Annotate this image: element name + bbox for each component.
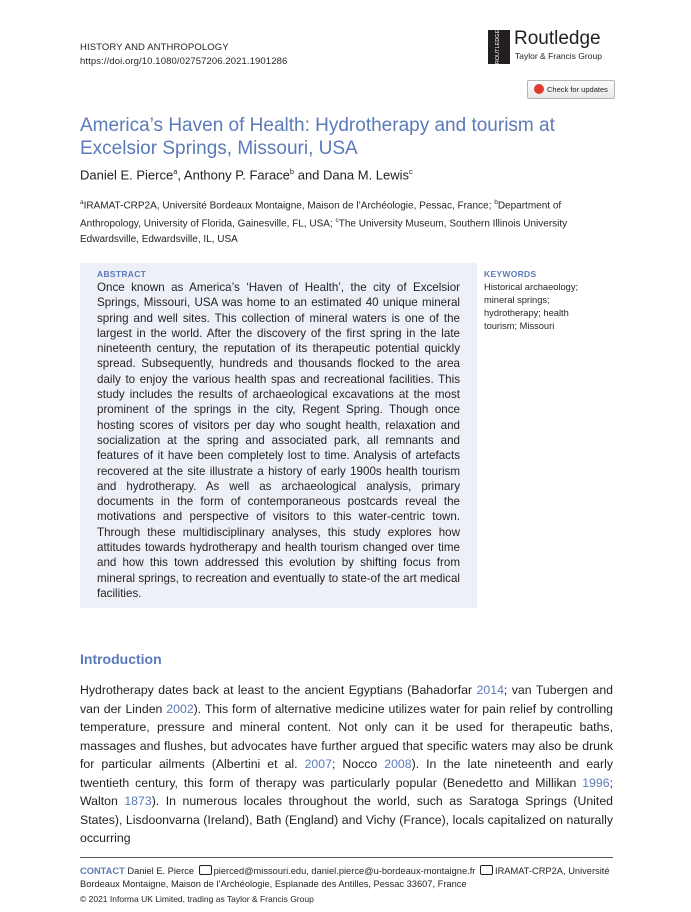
citation-link[interactable]: 1873 [124, 794, 152, 808]
email-icon [199, 865, 212, 875]
section-heading-introduction: Introduction [80, 651, 162, 667]
journal-name: HISTORY AND ANTHROPOLOGY [80, 42, 229, 53]
citation-link[interactable]: 2014 [476, 683, 504, 697]
article-title: America’s Haven of Health: Hydrotherapy and tourism at Excelsior Springs, Missouri, USA [80, 115, 555, 159]
publisher-logo[interactable] [488, 28, 618, 68]
contact-org: IRAMAT-CRP2A, [494, 866, 566, 876]
routledge-mark-icon [488, 30, 510, 64]
contact-address: Université Bordeaux Montaigne, Maison de l’Archéologie, Esplanade des Antilles, Pessac 33607, France [80, 866, 610, 889]
contact-label: CONTACT [80, 866, 125, 876]
citation-link[interactable]: 2002 [166, 701, 194, 716]
svg-text:ROUTLEDGE: ROUTLEDGE [495, 30, 501, 64]
check-for-updates-button[interactable] [527, 80, 615, 99]
citation-link[interactable]: 2008 [384, 757, 412, 771]
contact-info [80, 865, 620, 891]
copyright-notice: © 2021 Informa UK Limited, trading as Taylor & Francis Group [80, 894, 314, 904]
email-icon [480, 865, 493, 875]
affiliations: $^a$IRAMAT-CRP2A, Université Bordeaux Montaigne, Maison de l’Archéologie, Pessac, France; $^b$Department of Anthropology, University of Florida, Gainesville, FL, USA; $^c$The University Museum, Southern Illinois University Edwardsville, Edwardsville, IL, USA [80, 199, 568, 245]
citation-link[interactable]: 2007 [304, 757, 332, 771]
author-affil-sup: a [173, 167, 178, 176]
keywords-heading: KEYWORDS [484, 269, 537, 279]
keywords-text: Historical archaeology; mineral springs; hydrotherapy; health tourism; Missouri [484, 282, 579, 331]
footer-divider [80, 857, 613, 858]
publisher-name: Routledge [514, 28, 601, 49]
author-list: Daniel E. Pierce$^a$, Anthony P. Farace$^b$ and Dana M. Lewis$^c$ [80, 167, 413, 183]
introduction-paragraph: Hydrotherapy dates back at least to the ancient Egyptians (Bahadorfar 2014; van Tubergen and van der Linden 2002). This form of alternative medicine utilizes water for pain relief by controlling temperature, pressure and mineral content. Not only can it be used for therapeutic baths, massages and flushes, but advocates have further argued that specific waters may also be drunk for particular ailments (Albertini et al. 2007; Nocco 2008). In the late nineteenth and early twentieth century, this form of therapy was particularly popular (Benedetto and Millikan 1996; Walton 1873). In numerous locales throughout the world, such as Saratoga Springs (United States), Lisdoonvarna (Ireland), Bath (England) and Vichy (France), locals capitalized on naturally occurring [80, 683, 614, 845]
check-updates-icon [534, 84, 544, 94]
author-affil-sup: c [409, 167, 413, 176]
citation-link[interactable]: 1996 [582, 775, 610, 790]
author-name[interactable]: Anthony P. Farace [183, 167, 290, 183]
abstract-heading: ABSTRACT [97, 269, 147, 279]
author-name[interactable]: Dana M. Lewis [323, 167, 410, 183]
contact-emails[interactable]: pierced@missouri.edu, daniel.pierce@u-bordeaux-montaigne.fr [213, 866, 476, 876]
author-name[interactable]: Daniel E. Pierce [80, 167, 174, 183]
author-affil-sup: b [289, 167, 295, 176]
journal-header [80, 41, 287, 69]
check-updates-label: Check for updates [547, 85, 608, 94]
publisher-subtitle: Taylor & Francis Group [515, 51, 602, 61]
contact-name: Daniel E. Pierce [127, 866, 195, 876]
doi-link[interactable]: https://doi.org/10.1080/02757206.2021.1901286 [80, 56, 288, 67]
abstract-text: Once known as America’s ‘Haven of Health’, the city of Excelsior Springs, Missouri, USA was home to an estimated 40 unique mineral spring and well sites. This collection of mineral waters is one of the largest in the world. After the discovery of the first spring in the late nineteenth century, the reputation of its therapeutic potential quickly spread. Subsequently, hundreds and thousands flocked to the area daily to enjoy the various health spas and recreational facilities. This study includes the results of archaeological excavations at the most prominent of the springs in the city, Regent Spring. Though once hosting scores of visitors per day who sought health, relaxation and socialization at the spring and associated park, all remnants and features of it have been completely lost to time. Analysis of artefacts recovered at the site illustrate a history of early 1900s health tourism and hydrotherapy. As well as archaeological analysis, primary documents in the form of contemporaneous postcards reveal the motivations and perspective of visitors to this water-centric town. Through these multidisciplinary analyses, this study explores how attitudes towards hydrotherapy and health tourism changed over time and how this town addressed this evolution by shifting focus from mineral springs, to recreation and eventually to state-of the art medical facilities. [97, 281, 460, 600]
